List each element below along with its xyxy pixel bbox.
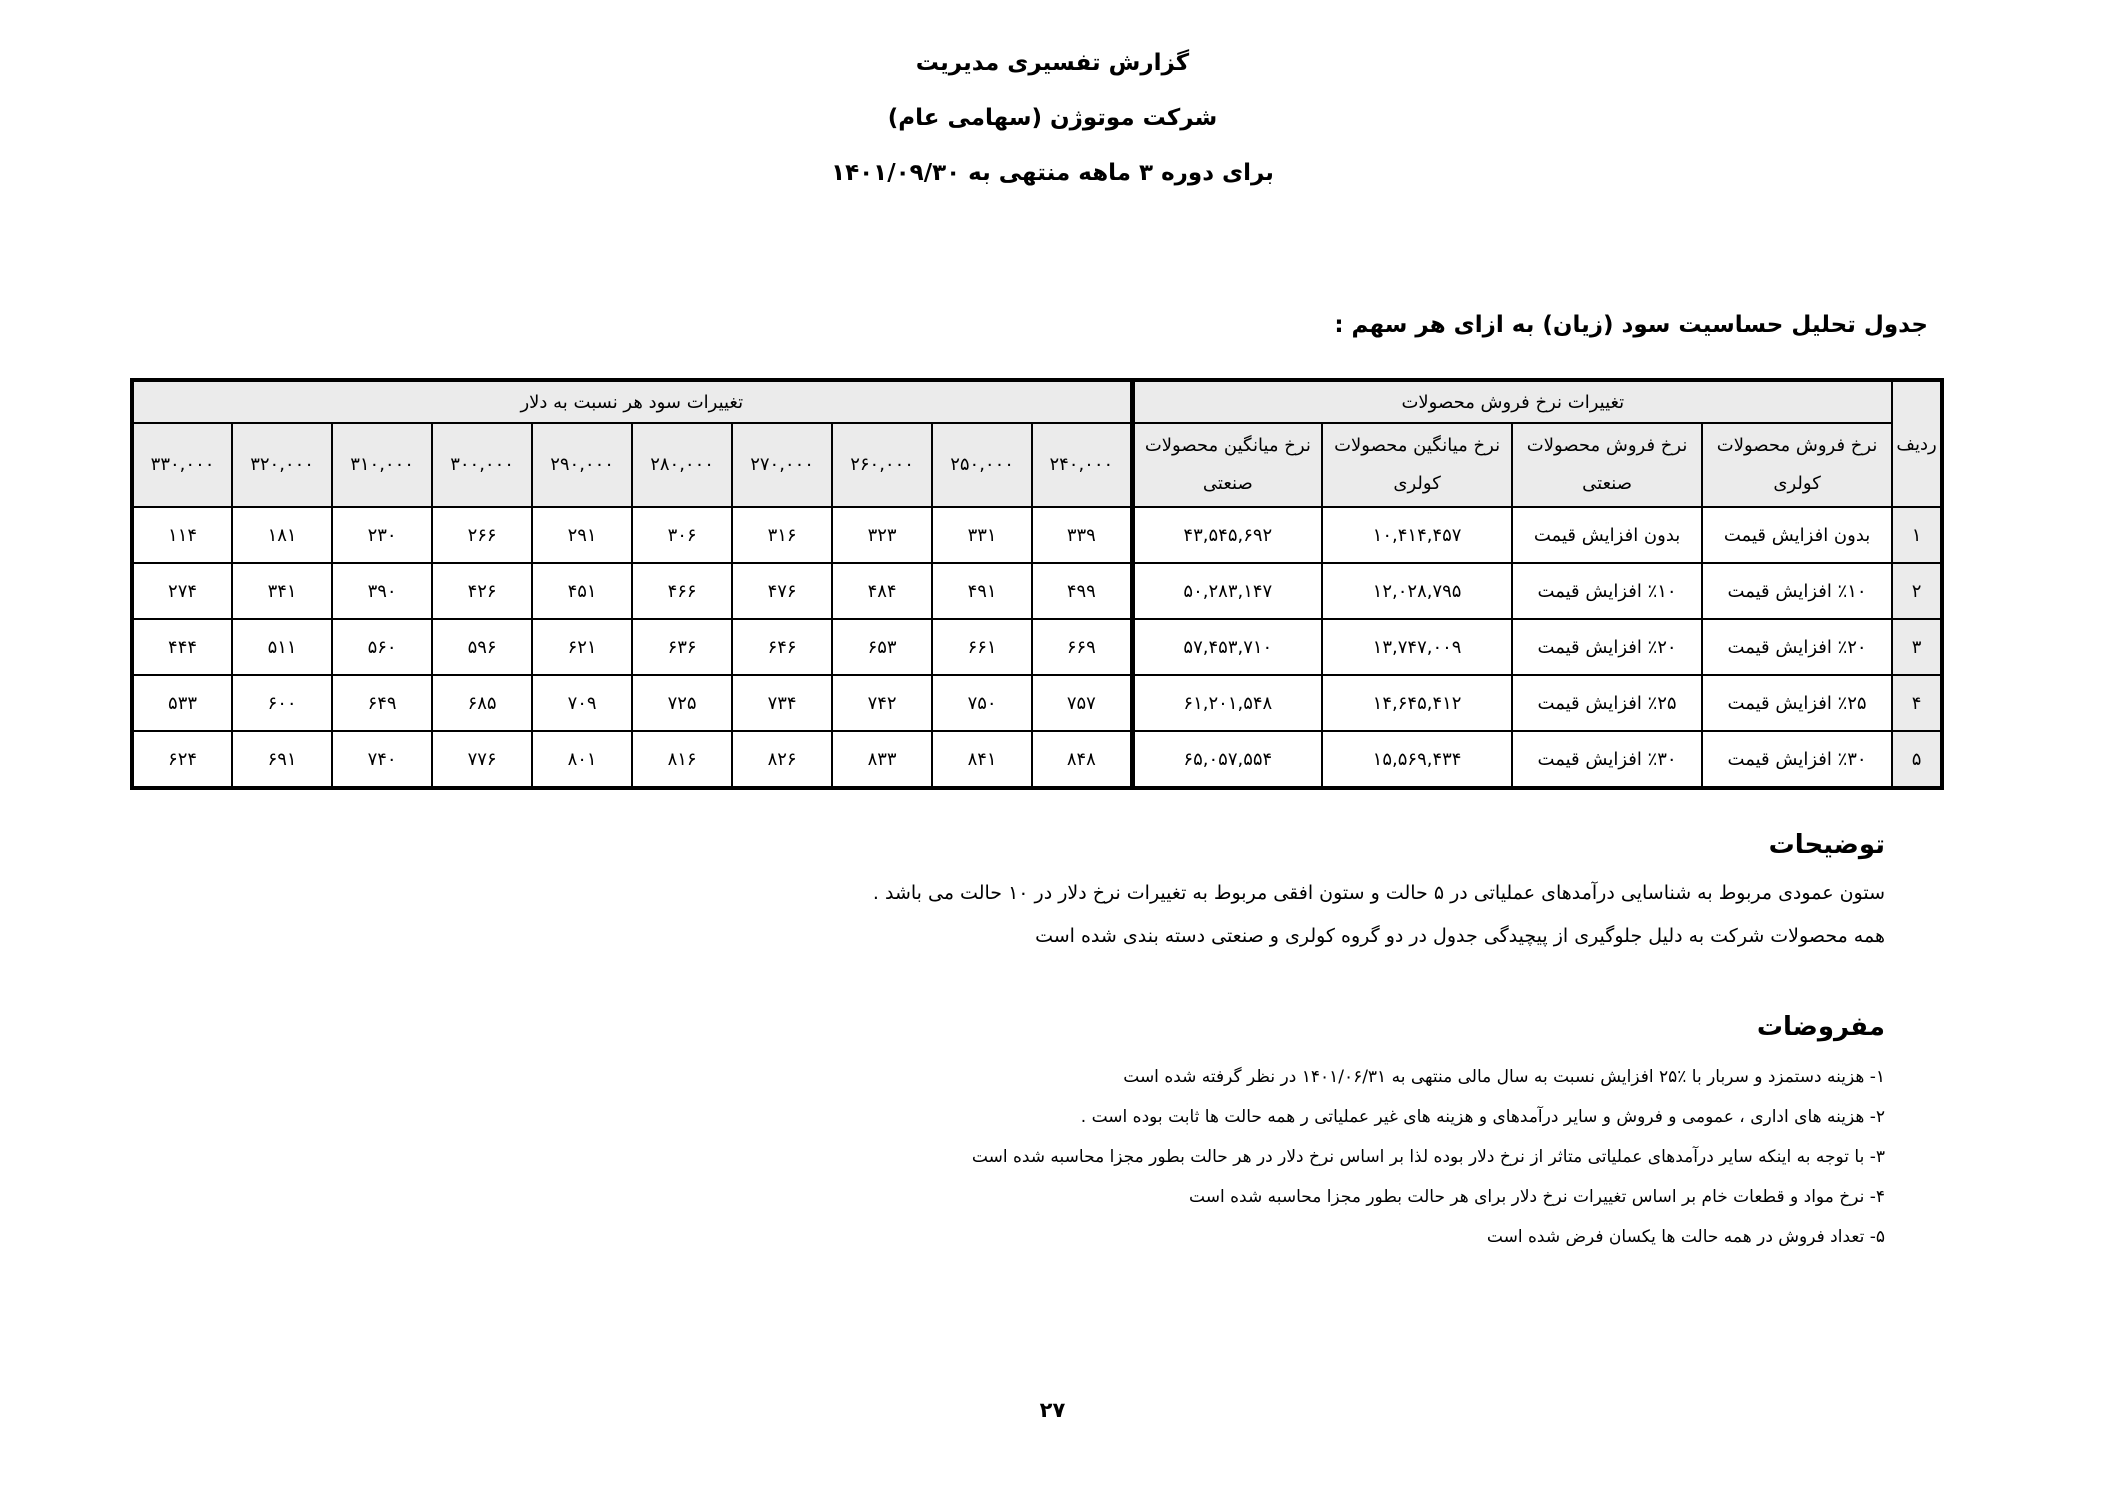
cell-eps-value: ۴۴۴ <box>132 619 232 675</box>
cell-eps-value: ۸۲۶ <box>732 731 832 788</box>
header-dollar-rate: ۲۶۰,۰۰۰ <box>832 423 932 507</box>
cell-eps-value: ۷۴۰ <box>332 731 432 788</box>
header-price-change: تغییرات نرخ فروش محصولات <box>1132 380 1892 423</box>
table-row <box>132 619 1942 675</box>
cell-industrial-rate: ٪۲۰ افزایش قیمت <box>1512 619 1702 675</box>
cell-eps-value: ۶۴۶ <box>732 619 832 675</box>
cell-eps-value: ۴۹۱ <box>932 563 1032 619</box>
cell-eps-value: ۳۴۱ <box>232 563 332 619</box>
cell-eps-value: ۸۱۶ <box>632 731 732 788</box>
cell-industrial-avg: ۶۵,۰۵۷,۵۵۴ <box>1132 731 1322 788</box>
cell-eps-value: ۷۲۵ <box>632 675 732 731</box>
cell-eps-value: ۲۷۴ <box>132 563 232 619</box>
report-title: گزارش تفسیری مدیریت <box>915 50 1190 76</box>
table-sub-header-row <box>132 423 1942 507</box>
cell-eps-value: ۲۶۶ <box>432 507 532 563</box>
cell-eps-value: ۷۵۷ <box>1032 675 1132 731</box>
assumption-item: ۱- هزینه دستمزد و سربار با ٪۲۵ افزایش نسبت به سال مالی منتهی به ۱۴۰۱/۰۶/۳۱ در نظر گرفته شده است <box>1123 1067 1885 1087</box>
cell-eps-value: ۶۲۴ <box>132 731 232 788</box>
cell-eps-value: ۸۳۳ <box>832 731 932 788</box>
cell-cooler-avg: ۱۳,۷۴۷,۰۰۹ <box>1322 619 1512 675</box>
cell-cooler-rate: ٪۱۰ افزایش قیمت <box>1702 563 1892 619</box>
assumptions-heading: مفروضات <box>1756 1012 1885 1042</box>
cell-eps-value: ۵۶۰ <box>332 619 432 675</box>
cell-eps-value: ۴۲۶ <box>432 563 532 619</box>
cell-industrial-avg: ۴۳,۵۴۵,۶۹۲ <box>1132 507 1322 563</box>
cell-eps-value: ۳۳۱ <box>932 507 1032 563</box>
cell-eps-value: ۴۸۴ <box>832 563 932 619</box>
cell-eps-value: ۷۳۴ <box>732 675 832 731</box>
table-group-header-row <box>132 380 1942 423</box>
cell-eps-value: ۵۱۱ <box>232 619 332 675</box>
assumption-item: ۵- تعداد فروش در همه حالت ها یکسان فرض شده است <box>1486 1227 1885 1247</box>
header-cooler-avg: نرخ میانگین محصولات کولری <box>1322 423 1512 507</box>
cell-eps-value: ۸۴۸ <box>1032 731 1132 788</box>
sensitivity-table <box>130 378 1944 790</box>
cell-eps-value: ۴۵۱ <box>532 563 632 619</box>
cell-eps-value: ۶۶۱ <box>932 619 1032 675</box>
assumption-item: ۴- نرخ مواد و قطعات خام بر اساس تغییرات نرخ دلار برای هر حالت بطور مجزا محاسبه شده است <box>1189 1187 1885 1207</box>
header-dollar-rate: ۲۸۰,۰۰۰ <box>632 423 732 507</box>
cell-cooler-rate: ٪۲۵ افزایش قیمت <box>1702 675 1892 731</box>
cell-eps-value: ۱۸۱ <box>232 507 332 563</box>
table-row <box>132 563 1942 619</box>
cell-eps-value: ۳۳۹ <box>1032 507 1132 563</box>
notes-line: ستون عمودی مربوط به شناسایی درآمدهای عملیاتی در ۵ حالت و ستون افقی مربوط به تغییرات نرخ دلار در ۱۰ حالت می باشد . <box>872 882 1885 904</box>
table-row <box>132 675 1942 731</box>
cell-eps-value: ۶۸۵ <box>432 675 532 731</box>
cell-cooler-avg: ۱۴,۶۴۵,۴۱۲ <box>1322 675 1512 731</box>
company-name: شرکت موتوژن (سهامی عام) <box>887 105 1218 131</box>
header-dollar-rate: ۲۹۰,۰۰۰ <box>532 423 632 507</box>
cell-eps-value: ۶۴۹ <box>332 675 432 731</box>
table-title: جدول تحلیل حساسیت سود (زیان) به ازای هر سهم : <box>1334 312 1928 338</box>
notes-line: همه محصولات شرکت به دلیل جلوگیری از پیچیدگی جدول در دو گروه کولری و صنعتی دسته بندی شده است <box>1035 925 1885 947</box>
cell-cooler-avg: ۱۰,۴۱۴,۴۵۷ <box>1322 507 1512 563</box>
cell-eps-value: ۶۳۶ <box>632 619 732 675</box>
cell-industrial-rate: ٪۳۰ افزایش قیمت <box>1512 731 1702 788</box>
assumption-item: ۳- با توجه به اینکه سایر درآمدهای عملیاتی متاثر از نرخ دلار بوده لذا بر اساس نرخ دلار در هر حالت بطور مجزا محاسبه شده است <box>971 1147 1885 1167</box>
table-row <box>132 507 1942 563</box>
cell-industrial-rate: بدون افزایش قیمت <box>1512 507 1702 563</box>
cell-eps-value: ۷۷۶ <box>432 731 532 788</box>
cell-industrial-avg: ۵۰,۲۸۳,۱۴۷ <box>1132 563 1322 619</box>
cell-radif: ۳ <box>1892 619 1942 675</box>
cell-eps-value: ۶۶۹ <box>1032 619 1132 675</box>
cell-radif: ۱ <box>1892 507 1942 563</box>
cell-cooler-rate: ٪۳۰ افزایش قیمت <box>1702 731 1892 788</box>
cell-cooler-rate: ٪۲۰ افزایش قیمت <box>1702 619 1892 675</box>
report-period: برای دوره ۳ ماهه منتهی به ۱۴۰۱/۰۹/۳۰ <box>831 160 1274 186</box>
cell-eps-value: ۵۹۶ <box>432 619 532 675</box>
cell-eps-value: ۶۹۱ <box>232 731 332 788</box>
cell-eps-value: ۷۰۹ <box>532 675 632 731</box>
cell-eps-value: ۶۰۰ <box>232 675 332 731</box>
header-dollar-rate: ۲۴۰,۰۰۰ <box>1032 423 1132 507</box>
cell-radif: ۲ <box>1892 563 1942 619</box>
header-eps-change: تغییرات سود هر نسبت به دلار <box>132 380 1132 423</box>
header-dollar-rate: ۳۱۰,۰۰۰ <box>332 423 432 507</box>
cell-eps-value: ۸۴۱ <box>932 731 1032 788</box>
cell-industrial-avg: ۵۷,۴۵۳,۷۱۰ <box>1132 619 1322 675</box>
cell-cooler-avg: ۱۲,۰۲۸,۷۹۵ <box>1322 563 1512 619</box>
cell-eps-value: ۴۹۹ <box>1032 563 1132 619</box>
cell-eps-value: ۱۱۴ <box>132 507 232 563</box>
cell-eps-value: ۴۷۶ <box>732 563 832 619</box>
cell-eps-value: ۴۶۶ <box>632 563 732 619</box>
cell-eps-value: ۳۹۰ <box>332 563 432 619</box>
header-radif: ردیف <box>1892 380 1942 507</box>
cell-industrial-rate: ٪۱۰ افزایش قیمت <box>1512 563 1702 619</box>
cell-eps-value: ۷۵۰ <box>932 675 1032 731</box>
cell-eps-value: ۸۰۱ <box>532 731 632 788</box>
cell-eps-value: ۳۰۶ <box>632 507 732 563</box>
cell-eps-value: ۶۵۳ <box>832 619 932 675</box>
header-dollar-rate: ۳۲۰,۰۰۰ <box>232 423 332 507</box>
cell-eps-value: ۵۳۳ <box>132 675 232 731</box>
cell-radif: ۴ <box>1892 675 1942 731</box>
cell-industrial-rate: ٪۲۵ افزایش قیمت <box>1512 675 1702 731</box>
cell-cooler-rate: بدون افزایش قیمت <box>1702 507 1892 563</box>
notes-heading: توضیحات <box>1768 830 1885 860</box>
header-industrial-avg: نرخ میانگین محصولات صنعتی <box>1132 423 1322 507</box>
cell-radif: ۵ <box>1892 731 1942 788</box>
cell-eps-value: ۳۲۳ <box>832 507 932 563</box>
cell-eps-value: ۷۴۲ <box>832 675 932 731</box>
header-dollar-rate: ۳۳۰,۰۰۰ <box>132 423 232 507</box>
assumption-item: ۲- هزینه های اداری ، عمومی و فروش و سایر درآمدهای و هزینه های غیر عملیاتی ر همه حالت ها ثابت بوده است . <box>1080 1107 1885 1127</box>
table-row <box>132 731 1942 788</box>
header-cooler-rate: نرخ فروش محصولات کولری <box>1702 423 1892 507</box>
header-dollar-rate: ۲۵۰,۰۰۰ <box>932 423 1032 507</box>
header-industrial-rate: نرخ فروش محصولات صنعتی <box>1512 423 1702 507</box>
header-dollar-rate: ۲۷۰,۰۰۰ <box>732 423 832 507</box>
cell-eps-value: ۲۹۱ <box>532 507 632 563</box>
page-number: ۲۷ <box>1039 1398 1066 1422</box>
cell-industrial-avg: ۶۱,۲۰۱,۵۴۸ <box>1132 675 1322 731</box>
cell-eps-value: ۲۳۰ <box>332 507 432 563</box>
header-dollar-rate: ۳۰۰,۰۰۰ <box>432 423 532 507</box>
cell-eps-value: ۳۱۶ <box>732 507 832 563</box>
cell-cooler-avg: ۱۵,۵۶۹,۴۳۴ <box>1322 731 1512 788</box>
cell-eps-value: ۶۲۱ <box>532 619 632 675</box>
